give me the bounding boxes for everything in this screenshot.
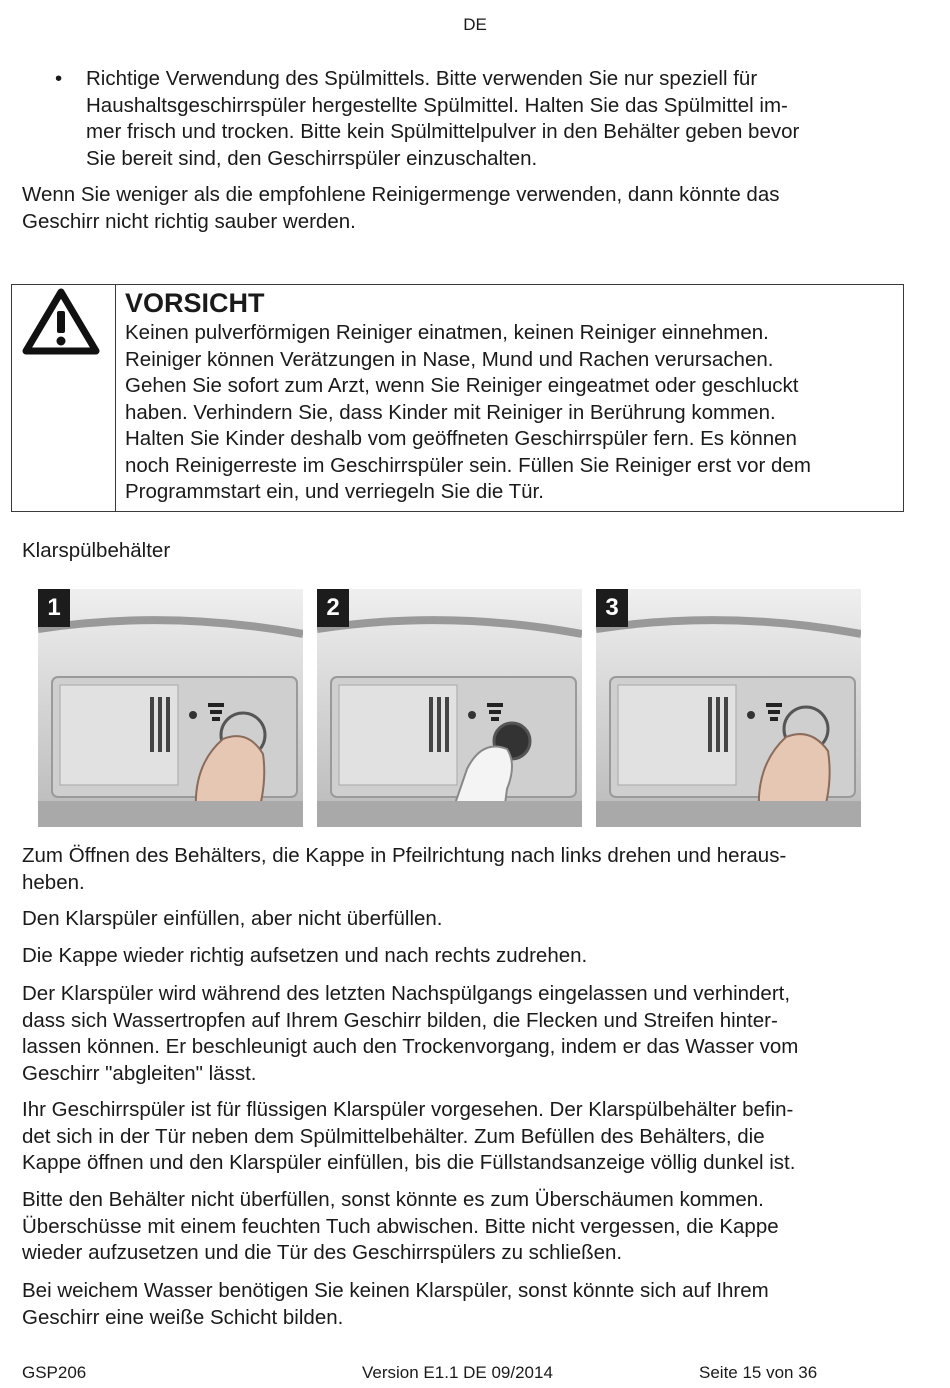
bullet-text [86,66,902,172]
paragraph-rinse-aid-purpose [22,981,907,1087]
warning-title: VORSICHT [125,288,265,318]
paragraph-close-cap [22,943,907,970]
footer-model: GSP206 [22,1363,87,1382]
section-title-rinse-aid: Klarspülbehälter [22,539,171,562]
text-line: heben. [22,870,85,894]
text-line: Gehen Sie sofort zum Arzt, wenn Sie Reiniger eingeatmet oder geschluckt [125,374,799,397]
text-line: Reiniger können Verätzungen in Nase, Mund und Rachen verursachen. [125,347,774,371]
footer-page-number: Seite 15 von 36 [699,1363,818,1382]
text-line: Ihr Geschirrspüler ist für flüssigen Klarspüler vorgesehen. Der Klarspülbehälter befin- [22,1098,794,1121]
text-line: Haushaltsgeschirrspüler hergestellte Spülmittel. Halten Sie das Spülmittel im- [86,93,788,117]
text-line: Halten Sie Kinder deshalb vom geöffneten Geschirrspüler fern. Es können [125,427,797,450]
footer-version: Version E1.1 DE 09/2014 [362,1363,553,1382]
text-line: Geschirr nicht richtig sauber werden. [22,209,356,233]
text-line: Den Klarspüler einfüllen, aber nicht überfüllen. [22,907,443,930]
step-number-badge: 1 [38,589,70,627]
text-line: Kappe öffnen und den Klarspüler einfüllen, bis die Füllstandsanzeige völlig dunkel ist. [22,1151,796,1174]
paragraph-fill-rinse-aid [22,906,907,933]
text-line: Geschirr "abgleiten" lässt. [22,1061,257,1085]
warning-triangle-icon [22,287,100,357]
text-line: mer frisch und trocken. Bitte kein Spülmittelpulver in den Behälter geben bevor [86,120,800,143]
paragraph-soft-water [22,1278,907,1331]
text-line: lassen können. Er beschleunigt auch den Trockenvorgang, indem er das Wasser vom [22,1035,799,1058]
text-line: Geschirr eine weiße Schicht bilden. [22,1305,344,1329]
text-line: dass sich Wassertropfen auf Ihrem Geschirr bilden, die Flecken und Streifen hinter- [22,1008,778,1032]
text-line: noch Reinigerreste im Geschirrspüler sein. Füllen Sie Reiniger erst vor dem [125,453,811,477]
step-number-badge: 3 [596,589,628,627]
text-line: Die Kappe wieder richtig aufsetzen und nach rechts zudrehen. [22,944,588,967]
bullet-list [22,66,902,172]
warning-icon-cell [12,285,116,511]
paragraph-detergent-amount [22,182,907,235]
paragraph-liquid-rinse-aid [22,1097,907,1177]
paragraph-do-not-overfill [22,1187,907,1267]
text-line: Keinen pulverförmigen Reiniger einatmen, keinen Reiniger einnehmen. [125,321,769,344]
text-line: Wenn Sie weniger als die empfohlene Reinigermenge verwenden, dann könnte das [22,183,780,206]
list-item [22,66,902,172]
text-line: Programmstart ein, und verriegeln Sie die Tür. [125,480,544,503]
step-number-badge: 2 [317,589,349,627]
text-line: Bei weichem Wasser benötigen Sie keinen Klarspüler, sonst könnte sich auf Ihrem [22,1279,769,1302]
page-header-language: DE [463,15,487,34]
photo-step-3 [596,589,861,827]
text-line: Bitte den Behälter nicht überfüllen, sonst könnte es zum Überschäumen kommen. [22,1188,764,1211]
bullet-marker: • [55,67,63,90]
warning-box [11,284,904,512]
photo-step-1 [38,589,303,827]
text-line: Sie bereit sind, den Geschirrspüler einzuschalten. [86,146,538,170]
text-line: Der Klarspüler wird während des letzten Nachspülgangs eingelassen und verhindert, [22,982,791,1005]
text-line: wieder aufzusetzen und die Tür des Geschirrspülers zu schließen. [22,1241,623,1264]
text-line: Zum Öffnen des Behälters, die Kappe in Pfeilrichtung nach links drehen und heraus- [22,844,787,867]
warning-body [116,285,903,511]
text-line: haben. Verhindern Sie, dass Kinder mit Reiniger in Berührung kommen. [125,400,776,424]
text-line: Überschüsse mit einem feuchten Tuch abwischen. Bitte nicht vergessen, die Kappe [22,1214,779,1238]
text-line: Richtige Verwendung des Spülmittels. Bitte verwenden Sie nur speziell für [86,67,758,90]
text-line: det sich in der Tür neben dem Spülmittelbehälter. Zum Befüllen des Behälters, die [22,1124,765,1148]
warning-text [125,320,903,506]
photo-step-2 [317,589,582,827]
paragraph-open-cap [22,843,907,896]
